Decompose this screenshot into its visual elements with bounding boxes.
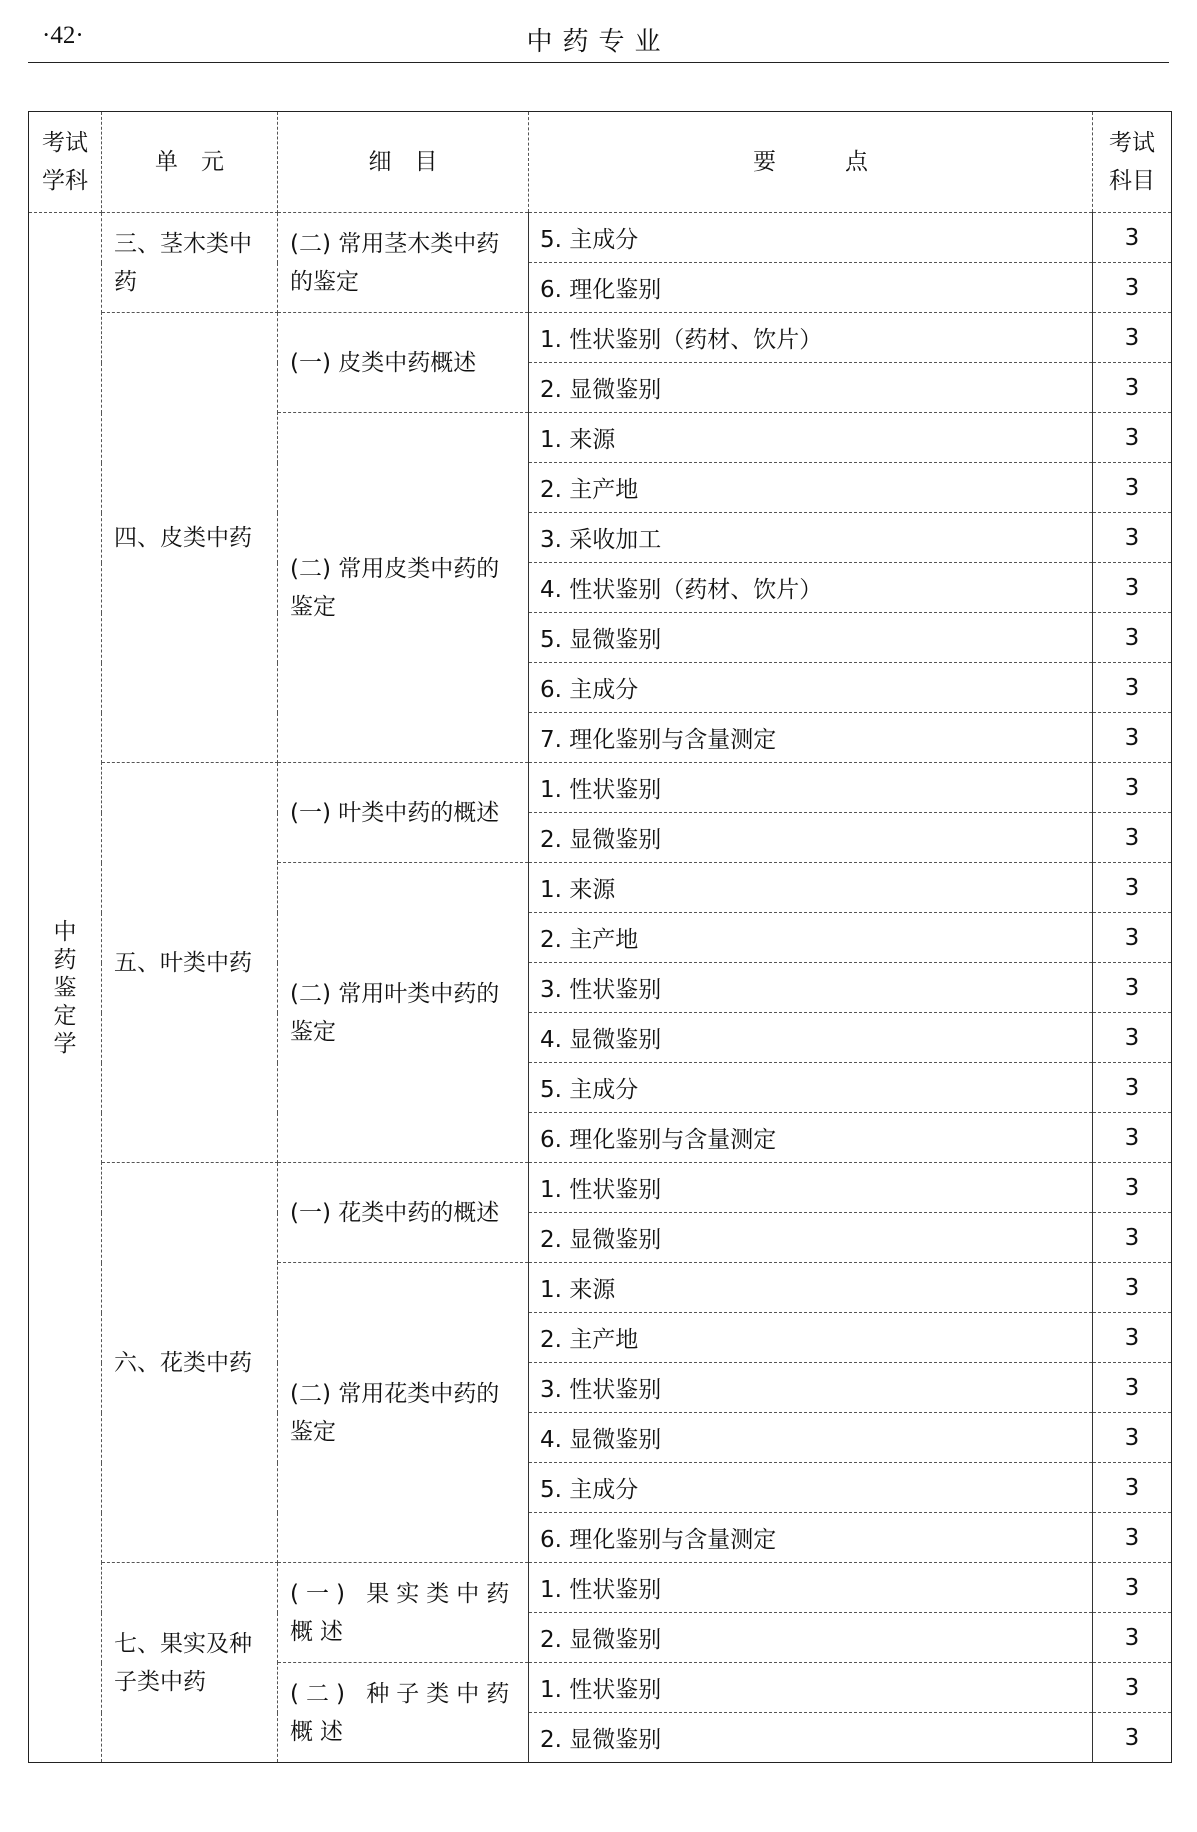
table-row	[29, 213, 1172, 263]
score-cell: 3	[1093, 1213, 1172, 1263]
table-row	[29, 313, 1172, 363]
point-cell: 1. 性状鉴别	[529, 1163, 1093, 1213]
running-title: 中药专业	[526, 27, 671, 57]
point-cell: 2. 显微鉴别	[529, 1213, 1093, 1263]
score-cell: 3	[1093, 1263, 1172, 1313]
score-cell: 3	[1093, 1113, 1172, 1163]
score-cell: 3	[1093, 1163, 1172, 1213]
score-cell: 3	[1093, 213, 1172, 263]
point-cell: 2. 显微鉴别	[529, 813, 1093, 863]
score-cell: 3	[1093, 563, 1172, 613]
table-header-row	[29, 112, 1172, 213]
point-cell: 1. 来源	[529, 1263, 1093, 1313]
header-unit: 单 元	[102, 112, 278, 213]
page-header	[28, 18, 1169, 63]
score-cell: 3	[1093, 1063, 1172, 1113]
subitem-cell: (二) 常用皮类中药的鉴定	[278, 413, 529, 763]
table-row	[29, 1163, 1172, 1213]
point-cell: 2. 主产地	[529, 463, 1093, 513]
header-subject: 考试学科	[29, 112, 102, 213]
point-cell: 1. 性状鉴别	[529, 1663, 1093, 1713]
score-cell: 3	[1093, 963, 1172, 1013]
unit-cell: 五、叶类中药	[102, 763, 278, 1163]
score-cell: 3	[1093, 713, 1172, 763]
point-cell: 7. 理化鉴别与含量测定	[529, 713, 1093, 763]
point-cell: 5. 主成分	[529, 1463, 1093, 1513]
subitem-cell: (二) 常用茎木类中药的鉴定	[278, 213, 529, 313]
subitem-cell: (一) 叶类中药的概述	[278, 763, 529, 863]
subitem-cell: (二) 种子类中药概述	[278, 1663, 529, 1763]
point-cell: 4. 显微鉴别	[529, 1413, 1093, 1463]
score-cell: 3	[1093, 313, 1172, 363]
subject-cell	[29, 213, 102, 1763]
point-cell: 1. 性状鉴别	[529, 1563, 1093, 1613]
score-cell: 3	[1093, 1013, 1172, 1063]
point-cell: 1. 性状鉴别（药材、饮片）	[529, 313, 1093, 363]
score-cell: 3	[1093, 413, 1172, 463]
score-cell: 3	[1093, 1513, 1172, 1563]
point-cell: 4. 显微鉴别	[529, 1013, 1093, 1063]
subitem-cell: (一) 果实类中药概述	[278, 1563, 529, 1663]
unit-cell: 七、果实及种子类中药	[102, 1563, 278, 1763]
score-cell: 3	[1093, 1313, 1172, 1363]
point-cell: 3. 性状鉴别	[529, 1363, 1093, 1413]
page-number: ·42·	[42, 22, 84, 49]
score-cell: 3	[1093, 363, 1172, 413]
score-cell: 3	[1093, 863, 1172, 913]
point-cell: 3. 性状鉴别	[529, 963, 1093, 1013]
score-cell: 3	[1093, 1463, 1172, 1513]
score-cell: 3	[1093, 813, 1172, 863]
point-cell: 1. 性状鉴别	[529, 763, 1093, 813]
unit-cell: 六、花类中药	[102, 1163, 278, 1563]
subitem-cell: (二) 常用花类中药的鉴定	[278, 1263, 529, 1563]
score-cell: 3	[1093, 613, 1172, 663]
score-cell: 3	[1093, 663, 1172, 713]
subitem-cell: (二) 常用叶类中药的鉴定	[278, 863, 529, 1163]
subject-label: 中 药 鉴 定 学	[53, 918, 77, 1057]
unit-cell: 四、皮类中药	[102, 313, 278, 763]
score-cell: 3	[1093, 1563, 1172, 1613]
score-cell: 3	[1093, 463, 1172, 513]
unit-cell: 三、茎木类中药	[102, 213, 278, 313]
point-cell: 2. 主产地	[529, 913, 1093, 963]
table-body	[29, 213, 1172, 1763]
point-cell: 2. 显微鉴别	[529, 363, 1093, 413]
point-cell: 2. 显微鉴别	[529, 1713, 1093, 1763]
score-cell: 3	[1093, 1663, 1172, 1713]
header-score: 考试科目	[1093, 112, 1172, 213]
point-cell: 2. 显微鉴别	[529, 1613, 1093, 1663]
table-row	[29, 763, 1172, 813]
point-cell: 4. 性状鉴别（药材、饮片）	[529, 563, 1093, 613]
point-cell: 5. 主成分	[529, 213, 1093, 263]
score-cell: 3	[1093, 763, 1172, 813]
point-cell: 5. 主成分	[529, 1063, 1093, 1113]
point-cell: 1. 来源	[529, 863, 1093, 913]
score-cell: 3	[1093, 1413, 1172, 1463]
score-cell: 3	[1093, 1363, 1172, 1413]
point-cell: 6. 主成分	[529, 663, 1093, 713]
point-cell: 6. 理化鉴别	[529, 263, 1093, 313]
point-cell: 1. 来源	[529, 413, 1093, 463]
syllabus-table	[28, 111, 1172, 1763]
score-cell: 3	[1093, 513, 1172, 563]
header-subitem: 细 目	[278, 112, 529, 213]
score-cell: 3	[1093, 1613, 1172, 1663]
subitem-cell: (一) 皮类中药概述	[278, 313, 529, 413]
score-cell: 3	[1093, 1713, 1172, 1763]
point-cell: 3. 采收加工	[529, 513, 1093, 563]
point-cell: 2. 主产地	[529, 1313, 1093, 1363]
point-cell: 6. 理化鉴别与含量测定	[529, 1113, 1093, 1163]
subitem-cell: (一) 花类中药的概述	[278, 1163, 529, 1263]
point-cell: 6. 理化鉴别与含量测定	[529, 1513, 1093, 1563]
point-cell: 5. 显微鉴别	[529, 613, 1093, 663]
header-points: 要 点	[529, 112, 1093, 213]
score-cell: 3	[1093, 913, 1172, 963]
score-cell: 3	[1093, 263, 1172, 313]
table-row	[29, 1563, 1172, 1613]
